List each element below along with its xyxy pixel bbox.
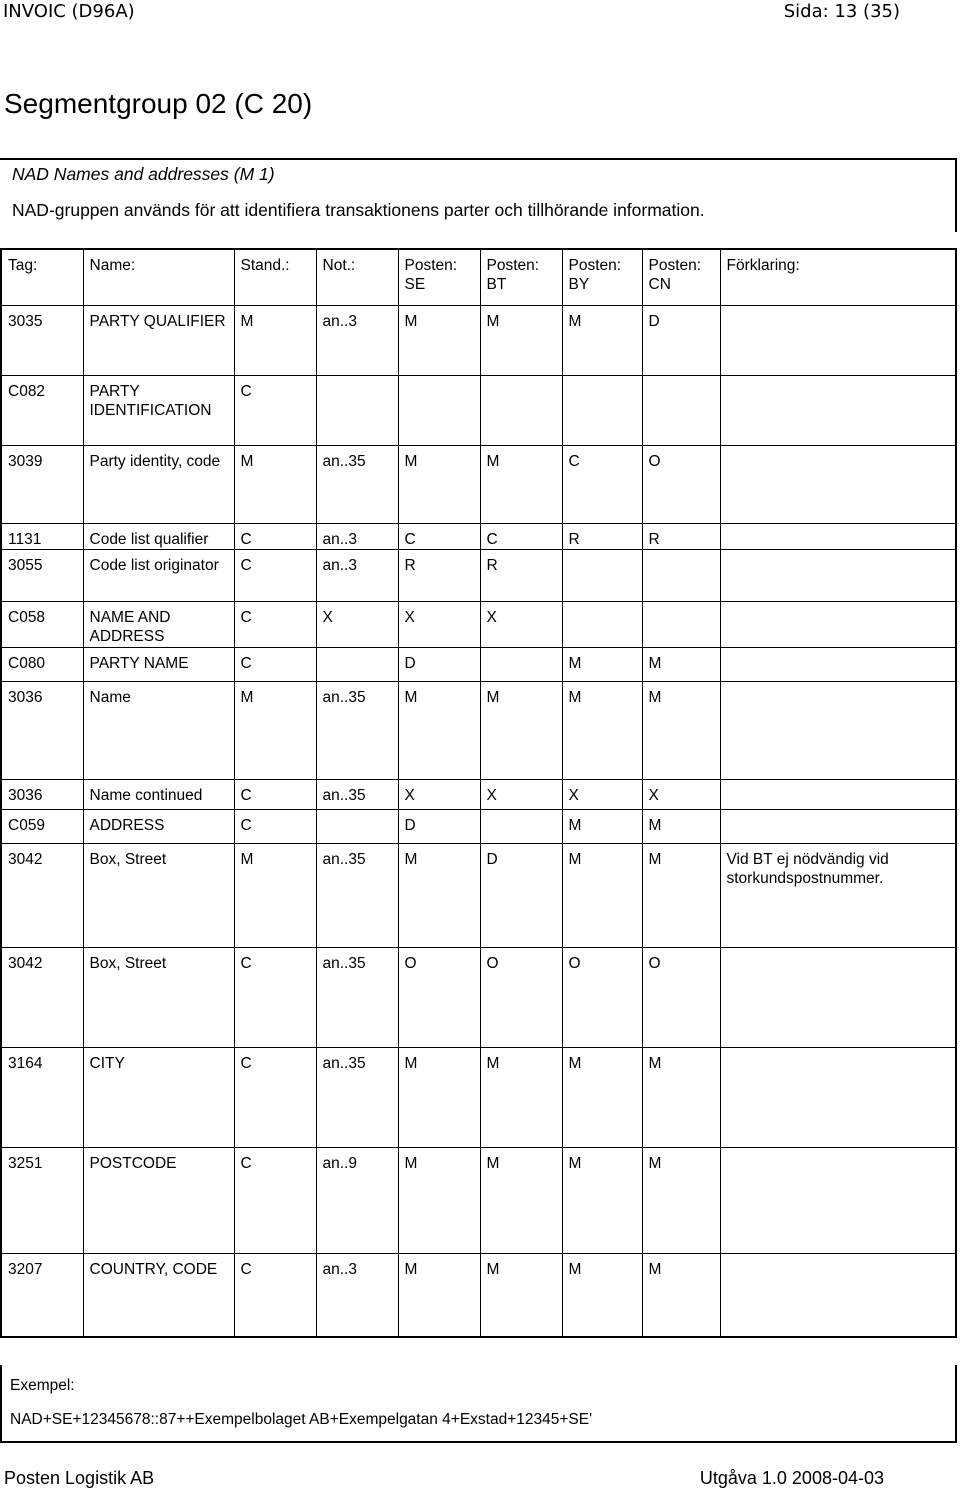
cell-by	[562, 601, 642, 647]
example-label: Exempel:	[10, 1377, 75, 1394]
cell-name: PARTY NAME	[83, 647, 234, 681]
cell-se: M	[398, 305, 480, 375]
cell-not: an..3	[316, 1253, 398, 1337]
cell-expl	[720, 1147, 956, 1253]
cell-not: an..35	[316, 1047, 398, 1147]
cell-tag: 3039	[1, 445, 83, 523]
col-posten-se: Posten: SE	[398, 249, 480, 305]
cell-not: an..3	[316, 549, 398, 601]
cell-se: M	[398, 1147, 480, 1253]
cell-by: O	[562, 947, 642, 1047]
cell-expl	[720, 947, 956, 1047]
col-not: Not.:	[316, 249, 398, 305]
col-posten-by: Posten: BY	[562, 249, 642, 305]
cell-not	[316, 375, 398, 445]
table-row	[1, 305, 956, 375]
cell-expl	[720, 375, 956, 445]
cell-name: Code list originator	[83, 549, 234, 601]
page-title: Segmentgroup 02 (C 20)	[4, 88, 313, 119]
cell-not: an..35	[316, 445, 398, 523]
page-number: Sida: 13 (35)	[783, 1, 900, 22]
cell-tag: 3042	[1, 947, 83, 1047]
cell-cn: M	[642, 647, 720, 681]
cell-se: C	[398, 523, 480, 549]
cell-not: an..3	[316, 305, 398, 375]
table-row	[1, 947, 956, 1047]
cell-not: an..35	[316, 779, 398, 809]
cell-by: M	[562, 809, 642, 843]
cell-se: D	[398, 647, 480, 681]
cell-stand: C	[234, 549, 316, 601]
cell-bt: M	[480, 1253, 562, 1337]
cell-bt: X	[480, 601, 562, 647]
cell-cn: O	[642, 445, 720, 523]
cell-stand: C	[234, 1047, 316, 1147]
col-forklaring: Förklaring:	[720, 249, 956, 305]
cell-expl	[720, 779, 956, 809]
cell-name: Code list qualifier	[83, 523, 234, 549]
cell-expl	[720, 809, 956, 843]
cell-expl: Vid BT ej nödvändig vid storkundspostnummer.	[720, 843, 956, 947]
table-row	[1, 1253, 956, 1337]
cell-cn	[642, 375, 720, 445]
segment-table	[0, 248, 957, 1338]
cell-se: D	[398, 809, 480, 843]
cell-cn: X	[642, 779, 720, 809]
cell-se: M	[398, 843, 480, 947]
cell-name: PARTY IDENTIFICATION	[83, 375, 234, 445]
cell-by	[562, 375, 642, 445]
cell-stand: C	[234, 647, 316, 681]
page-header	[0, 0, 960, 24]
cell-cn: M	[642, 1253, 720, 1337]
col-name: Name:	[83, 249, 234, 305]
table-row	[1, 445, 956, 523]
table-row	[1, 779, 956, 809]
cell-by: M	[562, 1147, 642, 1253]
table-row	[1, 375, 956, 445]
cell-bt	[480, 647, 562, 681]
cell-stand: C	[234, 1147, 316, 1253]
cell-cn: M	[642, 843, 720, 947]
cell-tag: 3164	[1, 1047, 83, 1147]
cell-expl	[720, 549, 956, 601]
cell-not	[316, 647, 398, 681]
cell-cn: O	[642, 947, 720, 1047]
cell-tag: 3036	[1, 681, 83, 779]
cell-cn: R	[642, 523, 720, 549]
cell-cn: M	[642, 1147, 720, 1253]
cell-expl	[720, 523, 956, 549]
cell-by	[562, 549, 642, 601]
cell-tag: 3036	[1, 779, 83, 809]
cell-stand: C	[234, 523, 316, 549]
col-tag: Tag:	[1, 249, 83, 305]
cell-stand: M	[234, 681, 316, 779]
cell-expl	[720, 647, 956, 681]
table-row	[1, 681, 956, 779]
cell-by: M	[562, 1253, 642, 1337]
cell-name: ADDRESS	[83, 809, 234, 843]
segment-description: NAD-gruppen används för att identifiera transaktionens parter och tillhörande information.	[12, 200, 705, 220]
cell-expl	[720, 1253, 956, 1337]
cell-cn	[642, 601, 720, 647]
table-row	[1, 809, 956, 843]
cell-expl	[720, 681, 956, 779]
cell-bt	[480, 809, 562, 843]
cell-cn: M	[642, 809, 720, 843]
header-row	[1, 249, 956, 305]
cell-not: an..9	[316, 1147, 398, 1253]
cell-not: an..35	[316, 843, 398, 947]
cell-tag: C058	[1, 601, 83, 647]
cell-se: X	[398, 779, 480, 809]
cell-by: R	[562, 523, 642, 549]
cell-se: M	[398, 1253, 480, 1337]
col-posten-cn: Posten: CN	[642, 249, 720, 305]
cell-cn: M	[642, 681, 720, 779]
cell-se	[398, 375, 480, 445]
cell-by: C	[562, 445, 642, 523]
cell-stand: C	[234, 1253, 316, 1337]
example-text: NAD+SE+12345678::87++Exempelbolaget AB+Exempelgatan 4+Exstad+12345+SE'	[10, 1411, 593, 1428]
document-code: INVOIC (D96A)	[3, 1, 135, 22]
cell-by: M	[562, 1047, 642, 1147]
cell-cn: M	[642, 1047, 720, 1147]
cell-se: M	[398, 445, 480, 523]
footer-company: Posten Logistik AB	[4, 1468, 155, 1488]
cell-tag: 3207	[1, 1253, 83, 1337]
cell-by: M	[562, 843, 642, 947]
footer-version: Utgåva 1.0 2008-04-03	[699, 1468, 884, 1488]
cell-cn	[642, 549, 720, 601]
cell-expl	[720, 305, 956, 375]
cell-tag: C082	[1, 375, 83, 445]
table-row	[1, 843, 956, 947]
cell-se: R	[398, 549, 480, 601]
cell-bt: M	[480, 445, 562, 523]
cell-bt: R	[480, 549, 562, 601]
cell-name: Box, Street	[83, 947, 234, 1047]
table-row	[1, 647, 956, 681]
cell-stand: C	[234, 947, 316, 1047]
cell-tag: C059	[1, 809, 83, 843]
cell-tag: 1131	[1, 523, 83, 549]
cell-name: PARTY QUALIFIER	[83, 305, 234, 375]
cell-cn: D	[642, 305, 720, 375]
cell-expl	[720, 1047, 956, 1147]
col-posten-bt: Posten: BT	[480, 249, 562, 305]
cell-bt	[480, 375, 562, 445]
cell-se: M	[398, 1047, 480, 1147]
cell-by: M	[562, 681, 642, 779]
cell-se: O	[398, 947, 480, 1047]
cell-not: X	[316, 601, 398, 647]
cell-se: X	[398, 601, 480, 647]
cell-name: Name continued	[83, 779, 234, 809]
cell-stand: M	[234, 445, 316, 523]
cell-stand: C	[234, 779, 316, 809]
cell-not	[316, 809, 398, 843]
cell-tag: 3251	[1, 1147, 83, 1253]
cell-stand: M	[234, 305, 316, 375]
cell-tag: 3055	[1, 549, 83, 601]
cell-name: CITY	[83, 1047, 234, 1147]
cell-by: X	[562, 779, 642, 809]
cell-expl	[720, 445, 956, 523]
cell-bt: D	[480, 843, 562, 947]
cell-name: Box, Street	[83, 843, 234, 947]
cell-bt: M	[480, 681, 562, 779]
table-row	[1, 523, 956, 549]
cell-name: Party identity, code	[83, 445, 234, 523]
cell-stand: C	[234, 809, 316, 843]
cell-se: M	[398, 681, 480, 779]
cell-name: COUNTRY, CODE	[83, 1253, 234, 1337]
cell-tag: C080	[1, 647, 83, 681]
cell-stand: C	[234, 375, 316, 445]
col-stand: Stand.:	[234, 249, 316, 305]
cell-stand: M	[234, 843, 316, 947]
cell-by: M	[562, 305, 642, 375]
cell-expl	[720, 601, 956, 647]
cell-name: NAME AND ADDRESS	[83, 601, 234, 647]
cell-bt: M	[480, 1047, 562, 1147]
cell-not: an..35	[316, 681, 398, 779]
table-row	[1, 549, 956, 601]
cell-not: an..35	[316, 947, 398, 1047]
example-box	[0, 1365, 957, 1443]
cell-by: M	[562, 647, 642, 681]
cell-tag: 3035	[1, 305, 83, 375]
cell-bt: C	[480, 523, 562, 549]
cell-tag: 3042	[1, 843, 83, 947]
table-row	[1, 1147, 956, 1253]
cell-stand: C	[234, 601, 316, 647]
segment-intro	[0, 158, 957, 232]
cell-not: an..3	[316, 523, 398, 549]
table-row	[1, 1047, 956, 1147]
table-row	[1, 601, 956, 647]
segment-title: NAD Names and addresses (M 1)	[12, 164, 275, 184]
cell-name: Name	[83, 681, 234, 779]
cell-name: POSTCODE	[83, 1147, 234, 1253]
cell-bt: O	[480, 947, 562, 1047]
cell-bt: M	[480, 1147, 562, 1253]
cell-bt: X	[480, 779, 562, 809]
cell-bt: M	[480, 305, 562, 375]
